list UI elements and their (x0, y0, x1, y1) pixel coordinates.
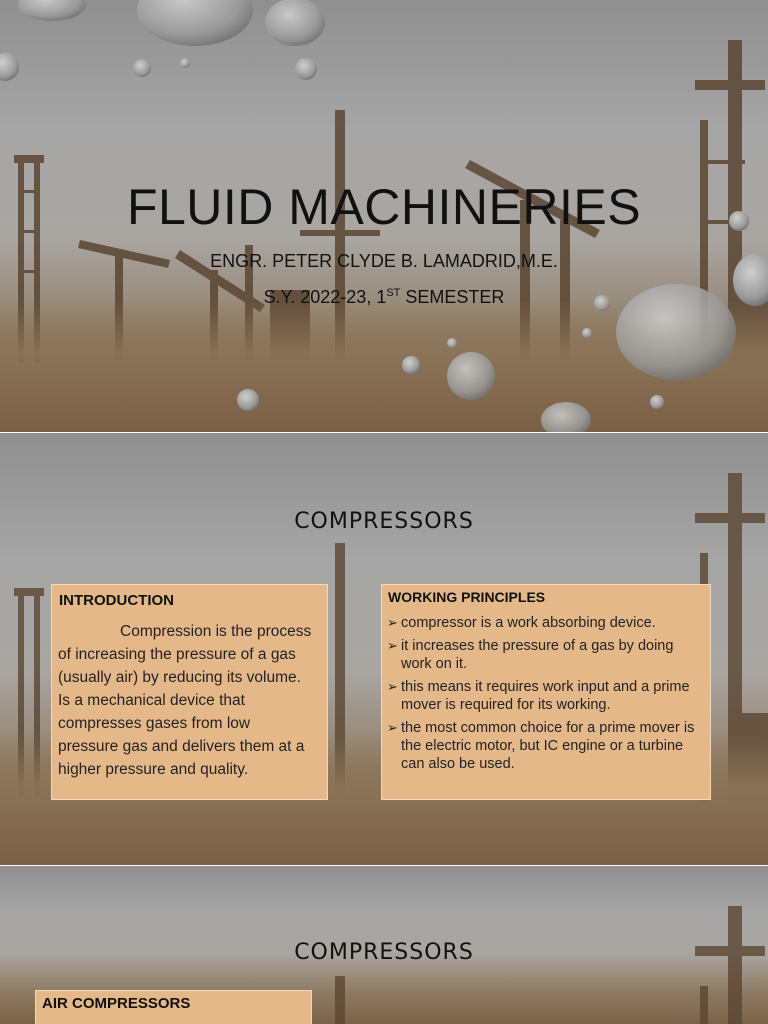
air-compressors-slide (0, 866, 768, 1024)
air-compressors-heading: AIR COMPRESSORS (42, 995, 191, 1012)
introduction-box (51, 584, 328, 800)
principle-text: this means it requires work input and a prime mover is required for its working. (401, 679, 690, 713)
compressors-slide (0, 433, 768, 865)
arrow-bullet-icon: ➢ (387, 720, 398, 735)
term-line (0, 287, 768, 308)
working-principles-list (387, 614, 705, 778)
term-superscript: ST (386, 287, 401, 299)
introduction-text (58, 620, 326, 781)
introduction-line: Compression is the process (120, 623, 312, 640)
working-principles-box (381, 584, 711, 800)
air-compressors-box (35, 990, 312, 1024)
introduction-line: pressure gas and delivers them at a (58, 738, 305, 755)
principle-bullet (387, 637, 705, 673)
working-principles-heading: WORKING PRINCIPLES (388, 589, 546, 605)
principle-bullet (387, 719, 705, 773)
introduction-line: compresses gases from low (58, 715, 251, 732)
arrow-bullet-icon: ➢ (387, 638, 398, 653)
title-slide (0, 0, 768, 432)
term-suffix: SEMESTER (400, 287, 505, 307)
principle-text: compressor is a work absorbing device. (401, 615, 656, 631)
arrow-bullet-icon: ➢ (387, 615, 398, 630)
introduction-line: (usually air) by reducing its volume. (58, 669, 301, 686)
slide-title: COMPRESSORS (294, 940, 474, 965)
principle-bullet (387, 678, 705, 714)
principle-text: the most common choice for a prime mover is the electric motor, but IC engine or a turbine can also be used. (401, 720, 695, 772)
introduction-line: Is a mechanical device that (58, 692, 245, 709)
introduction-heading: INTRODUCTION (59, 592, 174, 609)
principle-text: it increases the pressure of a gas by doing work on it. (401, 638, 674, 672)
term-prefix: S.Y. 2022-23, 1 (263, 287, 387, 307)
slide-title: COMPRESSORS (294, 509, 474, 534)
presentation-title: FLUID MACHINERIES (126, 179, 642, 235)
introduction-line: higher pressure and quality. (58, 761, 249, 778)
author-line: ENGR. PETER CLYDE B. LAMADRID,M.E. (210, 251, 558, 271)
principle-bullet (387, 614, 705, 632)
arrow-bullet-icon: ➢ (387, 679, 398, 694)
introduction-line: of increasing the pressure of a gas (58, 646, 296, 663)
